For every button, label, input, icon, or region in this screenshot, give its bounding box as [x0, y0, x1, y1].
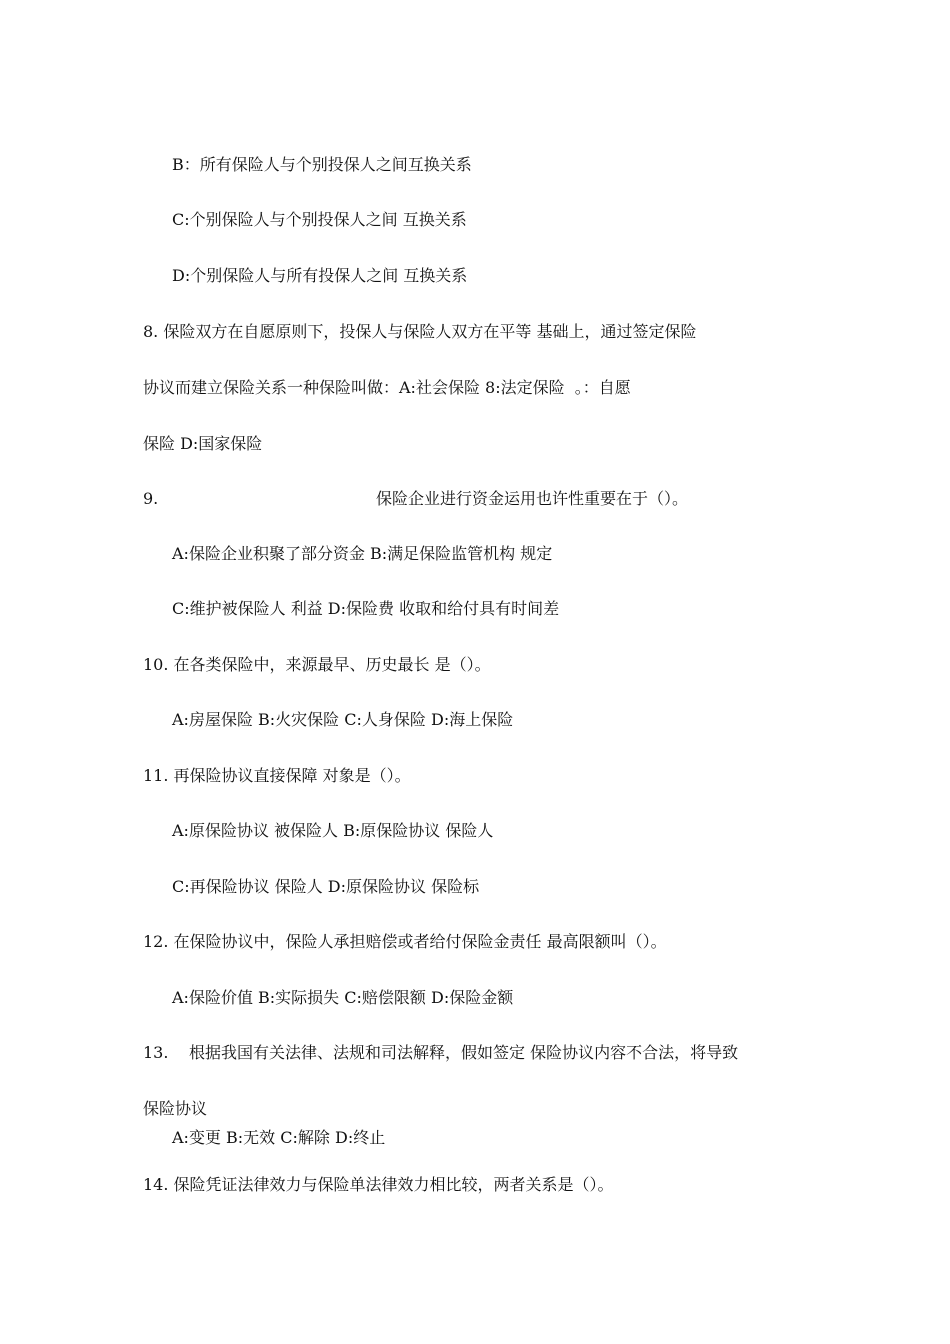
q13-options: A:变更 B:无效 C:解除 D:终止: [172, 1128, 386, 1147]
q8-stem-line3: 保险 D:国家保险: [143, 434, 263, 453]
q7-option-d: D:个别保险人与所有投保人之间 互换关系: [172, 266, 468, 285]
q11-stem: 11. 再保险协议直接保障 对象是（）。: [143, 766, 411, 785]
q7-option-b: B：所有保险人与个别投保人之间互换关系: [172, 155, 472, 174]
q9-options-cd: C:维护被保险人 利益 D:保险费 收取和给付具有时间差: [172, 599, 560, 618]
q10-options: A:房屋保险 B:火灾保险 C:人身保险 D:海上保险: [172, 710, 514, 729]
q8-stem-line2: 协议而建立保险关系一种保险叫做：A:社会保险 8:法定保险 。：自愿: [143, 378, 631, 397]
q12-stem: 12. 在保险协议中，保险人承担赔偿或者给付保险金责任 最高限额叫（）。: [143, 932, 667, 951]
q11-options-ab: A:原保险协议 被保险人 B:原保险协议 保险人: [172, 821, 494, 840]
q11-options-cd: C:再保险协议 保险人 D:原保险协议 保险标: [172, 877, 480, 896]
q9-number: 9.: [143, 489, 159, 508]
q7-option-c: C:个别保险人与个别投保人之间 互换关系: [172, 210, 467, 229]
q9-options-ab: A:保险企业积聚了部分资金 B:满足保险监管机构 规定: [172, 544, 553, 563]
q14-stem: 14. 保险凭证法律效力与保险单法律效力相比较，两者关系是（）。: [143, 1175, 614, 1194]
q13-stem-continuation: 保险协议: [143, 1099, 208, 1118]
q10-stem: 10. 在各类保险中，来源最早、历史最长 是（）。: [143, 655, 491, 674]
q13-stem: 根据我国有关法律、法规和司法解释，假如签定 保险协议内容不合法，将导致: [189, 1043, 739, 1062]
q9-stem: 保险企业进行资金运用也许性重要在于（）。: [376, 489, 689, 508]
q8-stem-line1: 8. 保险双方在自愿原则下，投保人与保险人双方在平等 基础上，通过签定保险: [143, 322, 697, 341]
q12-options: A:保险价值 B:实际损失 C:赔偿限额 D:保险金额: [172, 988, 514, 1007]
q13-number: 13.: [143, 1043, 169, 1062]
